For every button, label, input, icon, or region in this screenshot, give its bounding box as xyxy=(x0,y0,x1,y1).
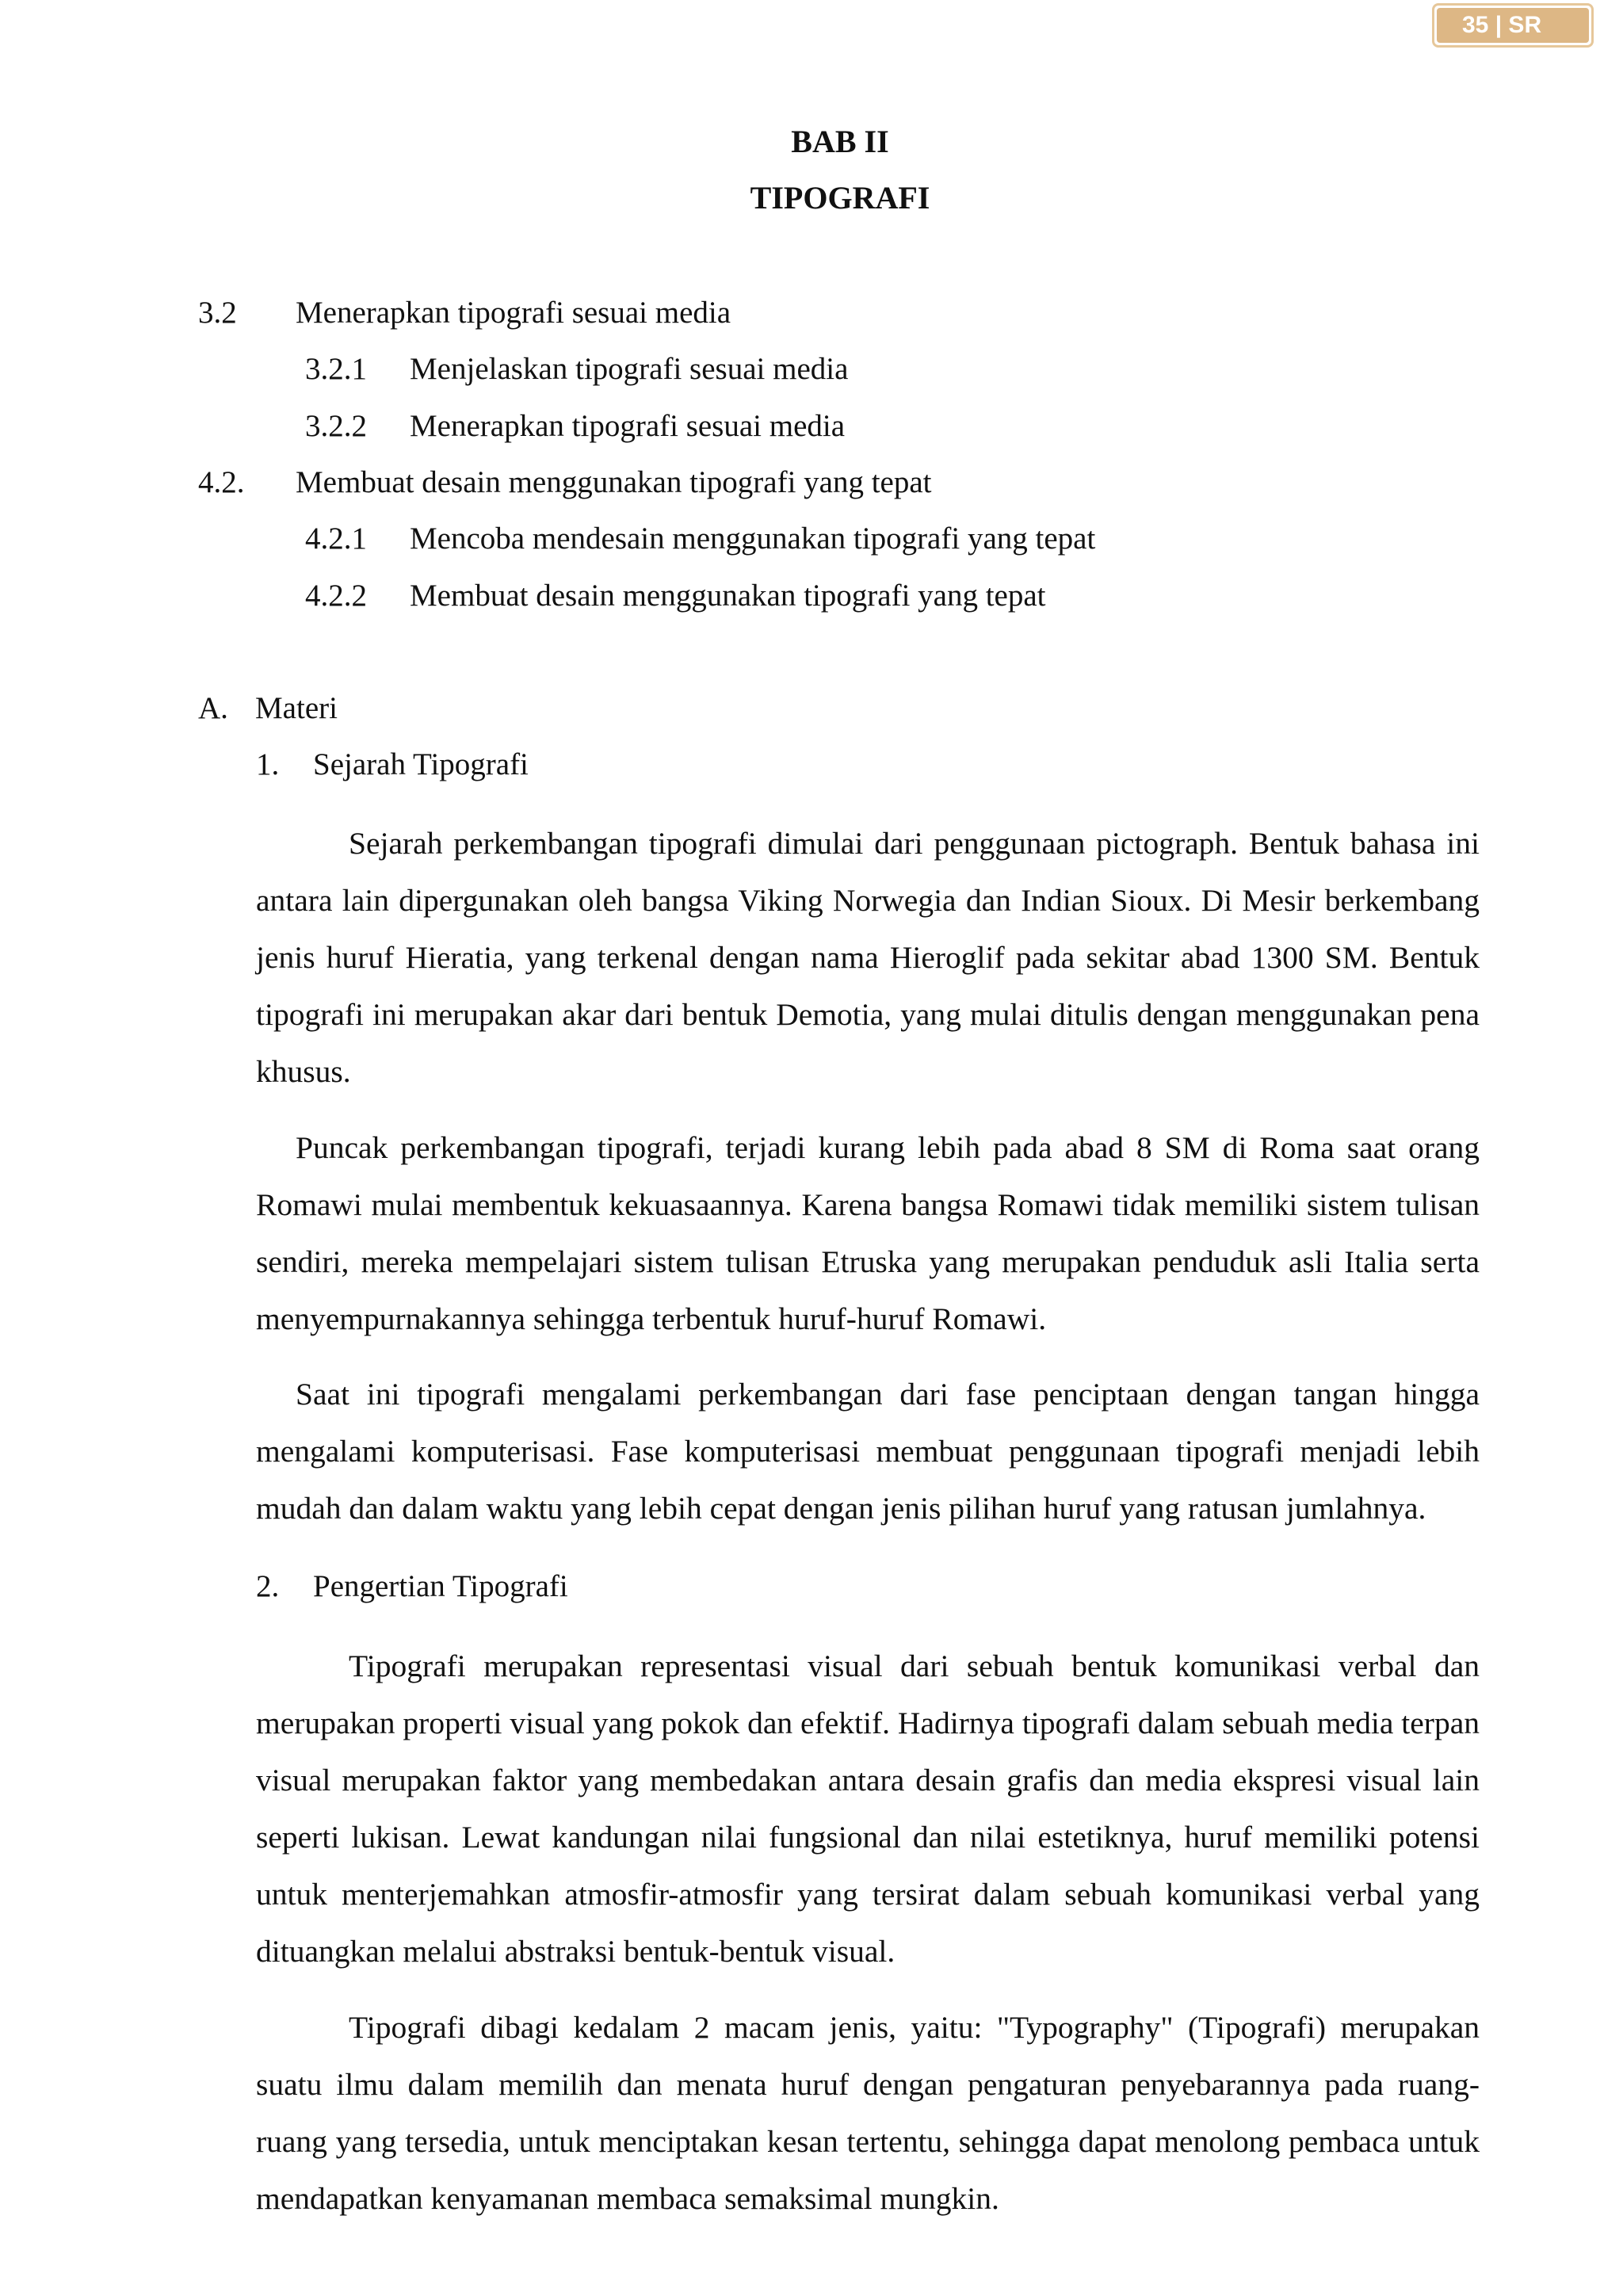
competency-number: 4.2. xyxy=(198,465,245,499)
chapter-label: BAB II xyxy=(791,124,889,159)
subsection-title: Sejarah Tipografi xyxy=(313,747,529,781)
competency-text: Membuat desain menggunakan tipografi yang tepat xyxy=(296,465,932,499)
section-marker: A. xyxy=(198,691,228,725)
page-number-badge xyxy=(1432,3,1594,48)
competency-number: 3.2 xyxy=(198,296,237,330)
competency-number: 4.2.1 xyxy=(305,521,367,556)
competency-number: 4.2.2 xyxy=(305,579,367,613)
paragraph: Puncak perkembangan tipografi, terjadi kurang lebih pada abad 8 SM di Roma saat orang Romawi mulai membentuk kekuasaannya. Karena bangsa Romawi tidak memiliki sistem tulisan sendiri, mereka mempelajari sistem tulisan Etruska yang merupakan penduduk asli Italia serta menyempurnakannya sehingga terbentuk huruf-huruf Romawi. xyxy=(256,1130,1480,1336)
competency-text: Menerapkan tipografi sesuai media xyxy=(410,409,846,443)
competency-text: Menerapkan tipografi sesuai media xyxy=(296,296,731,330)
subsection-title: Pengertian Tipografi xyxy=(313,1569,568,1603)
section-title: Materi xyxy=(255,691,338,725)
page-number-label: 35 | SR xyxy=(1437,8,1589,43)
paragraph: Sejarah perkembangan tipografi dimulai dari penggunaan pictograph. Bentuk bahasa ini antara lain dipergunakan oleh bangsa Viking Norwegia dan Indian Sioux. Di Mesir berkembang jenis huruf Hieratia, yang terkenal dengan nama Hieroglif pada sekitar abad 1300 SM. Bentuk tipografi ini merupakan akar dari bentuk Demotia, yang mulai ditulis dengan menggunakan pena khusus. xyxy=(256,826,1480,1089)
competency-text: Membuat desain menggunakan tipografi yang tepat xyxy=(410,579,1046,613)
subsection-number: 2. xyxy=(256,1569,280,1603)
competency-text: Mencoba mendesain menggunakan tipografi yang tepat xyxy=(410,521,1096,556)
competency-text: Menjelaskan tipografi sesuai media xyxy=(410,352,849,386)
paragraph: Tipografi dibagi kedalam 2 macam jenis, yaitu: "Typography" (Tipografi) merupakan suatu ilmu dalam memilih dan menata huruf dengan pengaturan penyebarannya pada ruang-ruang yang tersedia, untuk menciptakan kesan tertentu, sehingga dapat menolong pembaca untuk mendapatkan kenyamanan membaca semaksimal mungkin. xyxy=(256,2010,1480,2216)
competency-number: 3.2.1 xyxy=(305,352,367,386)
paragraph: Tipografi merupakan representasi visual dari sebuah bentuk komunikasi verbal dan merupakan properti visual yang pokok dan efektif. Hadirnya tipografi dalam sebuah media terpan visual merupakan faktor yang membedakan antara desain grafis dan media ekspresi visual lain seperti lukisan. Lewat kandungan nilai fungsional dan nilai estetiknya, huruf memiliki potensi untuk menterjemahkan atmosfir-atmosfir yang tersirat dalam sebuah komunikasi verbal yang dituangkan melalui abstraksi bentuk-bentuk visual. xyxy=(256,1648,1480,1969)
competency-number: 3.2.2 xyxy=(305,409,367,443)
subsection-number: 1. xyxy=(256,747,280,781)
chapter-title: TIPOGRAFI xyxy=(750,180,930,216)
paragraph: Saat ini tipografi mengalami perkembangan dari fase penciptaan dengan tangan hingga mengalami komputerisasi. Fase komputerisasi membuat penggunaan tipografi menjadi lebih mudah dan dalam waktu yang lebih cepat dengan jenis pilihan huruf yang ratusan jumlahnya. xyxy=(256,1377,1480,1526)
